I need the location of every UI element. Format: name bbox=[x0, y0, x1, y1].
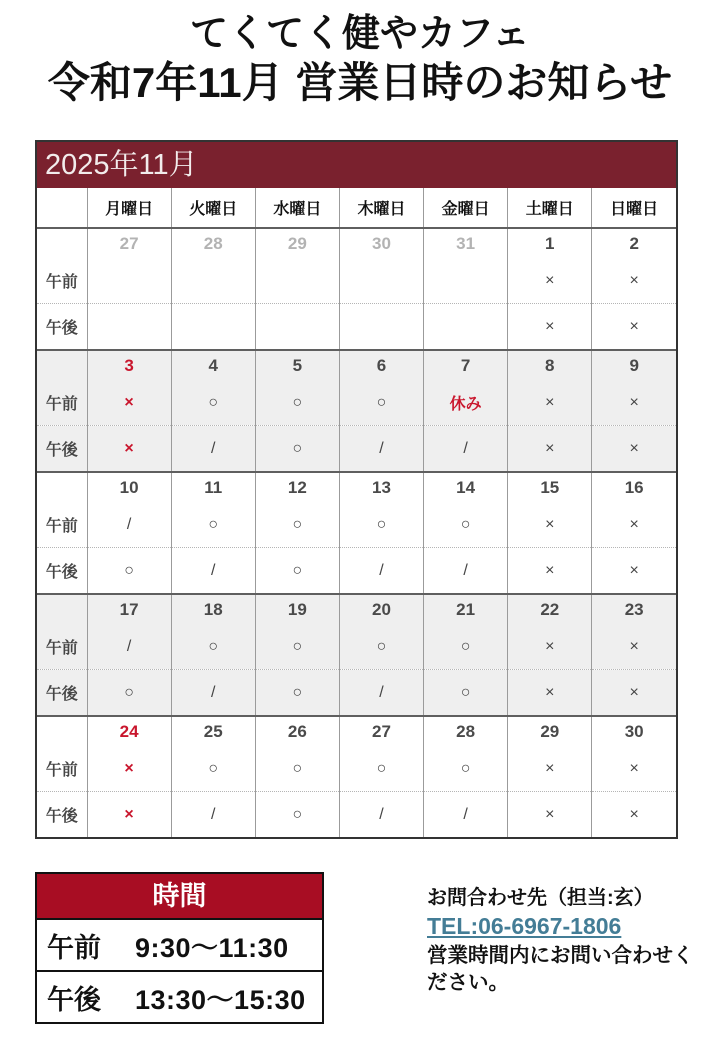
am-cell bbox=[171, 258, 255, 304]
row-label-am: 午前 bbox=[37, 502, 87, 548]
am-cell: × bbox=[592, 380, 676, 426]
pm-cell bbox=[424, 304, 508, 351]
date-cell: 7 bbox=[424, 350, 508, 380]
date-row-spacer bbox=[37, 716, 87, 746]
am-cell: ○ bbox=[339, 746, 423, 792]
contact-heading: お問合わせ先（担当:玄） bbox=[427, 887, 654, 909]
pm-cell bbox=[171, 304, 255, 351]
date-row-spacer bbox=[37, 350, 87, 380]
pm-cell: / bbox=[339, 792, 423, 838]
date-cell: 9 bbox=[592, 350, 676, 380]
am-cell: × bbox=[508, 746, 592, 792]
pm-cell: × bbox=[592, 426, 676, 473]
pm-cell: / bbox=[171, 548, 255, 595]
hours-row bbox=[37, 920, 322, 972]
date-cell: 8 bbox=[508, 350, 592, 380]
pm-cell: / bbox=[171, 670, 255, 717]
row-label-pm: 午後 bbox=[45, 564, 78, 581]
row-label-am: 午前 bbox=[37, 624, 87, 670]
date-cell: 20 bbox=[339, 594, 423, 624]
weekday-header-5: 土曜日 bbox=[508, 188, 592, 228]
am-cell: × bbox=[592, 624, 676, 670]
pm-cell: / bbox=[339, 426, 423, 473]
date-cell: 31 bbox=[424, 228, 508, 258]
am-cell: ○ bbox=[255, 502, 339, 548]
row-label-pm: 午後 bbox=[45, 320, 78, 337]
date-cell: 11 bbox=[171, 472, 255, 502]
title-notice-line: 令和7年11月 営業日時のお知らせ bbox=[47, 59, 673, 107]
weekday-header-4: 金曜日 bbox=[424, 188, 508, 228]
date-cell: 12 bbox=[255, 472, 339, 502]
am-cell: ○ bbox=[339, 502, 423, 548]
hours-row-label: 午前 bbox=[47, 932, 101, 963]
am-cell: ○ bbox=[255, 746, 339, 792]
pm-cell bbox=[255, 304, 339, 351]
hours-row bbox=[37, 972, 322, 1022]
pm-cell: / bbox=[424, 792, 508, 838]
date-cell: 24 bbox=[87, 716, 171, 746]
date-cell: 14 bbox=[424, 472, 508, 502]
pm-cell bbox=[87, 304, 171, 351]
title-cafe-name: てくてく健やカフェ bbox=[189, 13, 531, 55]
date-cell: 28 bbox=[171, 228, 255, 258]
am-cell: × bbox=[508, 380, 592, 426]
date-cell: 25 bbox=[171, 716, 255, 746]
date-cell: 1 bbox=[508, 228, 592, 258]
date-cell: 28 bbox=[424, 716, 508, 746]
am-cell: ○ bbox=[171, 624, 255, 670]
weekday-header-3: 木曜日 bbox=[339, 188, 423, 228]
am-cell: × bbox=[87, 380, 171, 426]
weekday-header-6: 日曜日 bbox=[592, 188, 676, 228]
weekday-header-2: 水曜日 bbox=[255, 188, 339, 228]
contact-note: 営業時間内にお問い合わせください。 bbox=[427, 943, 694, 995]
row-label-pm: 午後 bbox=[45, 808, 78, 825]
am-cell: × bbox=[508, 258, 592, 304]
am-cell: ○ bbox=[255, 624, 339, 670]
pm-cell: × bbox=[592, 670, 676, 717]
am-cell: ○ bbox=[424, 746, 508, 792]
date-cell: 10 bbox=[87, 472, 171, 502]
am-cell bbox=[339, 258, 423, 304]
row-label-am: 午前 bbox=[37, 380, 87, 426]
pm-cell: × bbox=[592, 792, 676, 838]
calendar-month-banner: 2025年11月 bbox=[37, 142, 676, 188]
date-cell: 4 bbox=[171, 350, 255, 380]
date-cell: 27 bbox=[87, 228, 171, 258]
pm-cell: × bbox=[87, 426, 171, 473]
date-cell: 15 bbox=[508, 472, 592, 502]
date-row-spacer bbox=[37, 472, 87, 502]
pm-cell: × bbox=[87, 792, 171, 838]
date-cell: 29 bbox=[508, 716, 592, 746]
pm-cell: / bbox=[339, 548, 423, 595]
pm-cell: ○ bbox=[87, 670, 171, 717]
pm-cell: × bbox=[508, 792, 592, 838]
pm-cell: × bbox=[508, 548, 592, 595]
date-row-spacer bbox=[37, 594, 87, 624]
am-cell: ○ bbox=[171, 746, 255, 792]
date-cell: 22 bbox=[508, 594, 592, 624]
pm-cell: × bbox=[508, 670, 592, 717]
date-cell: 17 bbox=[87, 594, 171, 624]
pm-cell: / bbox=[339, 670, 423, 717]
pm-cell: × bbox=[508, 426, 592, 473]
date-cell: 30 bbox=[339, 228, 423, 258]
contact-block bbox=[427, 884, 695, 996]
am-cell: × bbox=[592, 502, 676, 548]
hours-row-value: 13:30〜15:30 bbox=[135, 984, 306, 1015]
pm-cell: × bbox=[508, 304, 592, 351]
pm-cell: / bbox=[171, 426, 255, 473]
row-label-am: 午前 bbox=[37, 746, 87, 792]
am-cell: ○ bbox=[424, 624, 508, 670]
pm-cell: / bbox=[424, 426, 508, 473]
am-cell: / bbox=[87, 502, 171, 548]
row-label-pm: 午後 bbox=[37, 670, 87, 717]
date-cell: 26 bbox=[255, 716, 339, 746]
am-cell: 休み bbox=[424, 380, 508, 426]
am-cell: × bbox=[87, 746, 171, 792]
pm-cell: ○ bbox=[87, 548, 171, 595]
am-cell: × bbox=[508, 624, 592, 670]
date-cell: 5 bbox=[255, 350, 339, 380]
pm-cell: / bbox=[171, 792, 255, 838]
hours-row-value: 9:30〜11:30 bbox=[135, 932, 289, 963]
am-cell: ○ bbox=[255, 380, 339, 426]
am-cell bbox=[424, 258, 508, 304]
am-cell: ○ bbox=[424, 502, 508, 548]
am-cell: × bbox=[592, 258, 676, 304]
date-cell: 30 bbox=[592, 716, 676, 746]
date-cell: 21 bbox=[424, 594, 508, 624]
pm-cell: / bbox=[424, 548, 508, 595]
am-cell bbox=[255, 258, 339, 304]
pm-cell: ○ bbox=[255, 548, 339, 595]
am-cell: × bbox=[592, 746, 676, 792]
pm-cell: ○ bbox=[255, 670, 339, 717]
pm-cell: × bbox=[592, 304, 676, 351]
hours-row-label: 午後 bbox=[47, 984, 101, 1015]
am-cell: ○ bbox=[339, 380, 423, 426]
pm-cell: ○ bbox=[255, 792, 339, 838]
phone-link[interactable]: TEL:06-6967-1806 bbox=[427, 913, 622, 939]
row-label-am: 午前 bbox=[37, 258, 87, 304]
pm-cell: × bbox=[592, 548, 676, 595]
date-cell: 23 bbox=[592, 594, 676, 624]
pm-cell bbox=[339, 304, 423, 351]
am-cell: ○ bbox=[171, 380, 255, 426]
date-cell: 6 bbox=[339, 350, 423, 380]
date-cell: 19 bbox=[255, 594, 339, 624]
calendar-corner-cell bbox=[37, 188, 87, 228]
date-cell: 13 bbox=[339, 472, 423, 502]
weekday-header-0: 月曜日 bbox=[87, 188, 171, 228]
row-label-pm: 午後 bbox=[37, 426, 87, 473]
calendar-grid bbox=[37, 188, 676, 837]
am-cell: × bbox=[508, 502, 592, 548]
am-cell: / bbox=[87, 624, 171, 670]
date-cell: 2 bbox=[592, 228, 676, 258]
date-cell: 16 bbox=[592, 472, 676, 502]
pm-cell: ○ bbox=[255, 426, 339, 473]
pm-cell: ○ bbox=[424, 670, 508, 717]
date-cell: 29 bbox=[255, 228, 339, 258]
hours-table-header: 時間 bbox=[37, 874, 322, 920]
date-row-spacer bbox=[37, 228, 87, 258]
weekday-header-1: 火曜日 bbox=[171, 188, 255, 228]
am-cell: ○ bbox=[339, 624, 423, 670]
am-cell bbox=[87, 258, 171, 304]
am-cell: ○ bbox=[171, 502, 255, 548]
calendar-table bbox=[35, 140, 678, 839]
page-title bbox=[0, 10, 720, 108]
date-cell: 3 bbox=[87, 350, 171, 380]
date-cell: 27 bbox=[339, 716, 423, 746]
hours-table bbox=[35, 872, 324, 1024]
date-cell: 18 bbox=[171, 594, 255, 624]
